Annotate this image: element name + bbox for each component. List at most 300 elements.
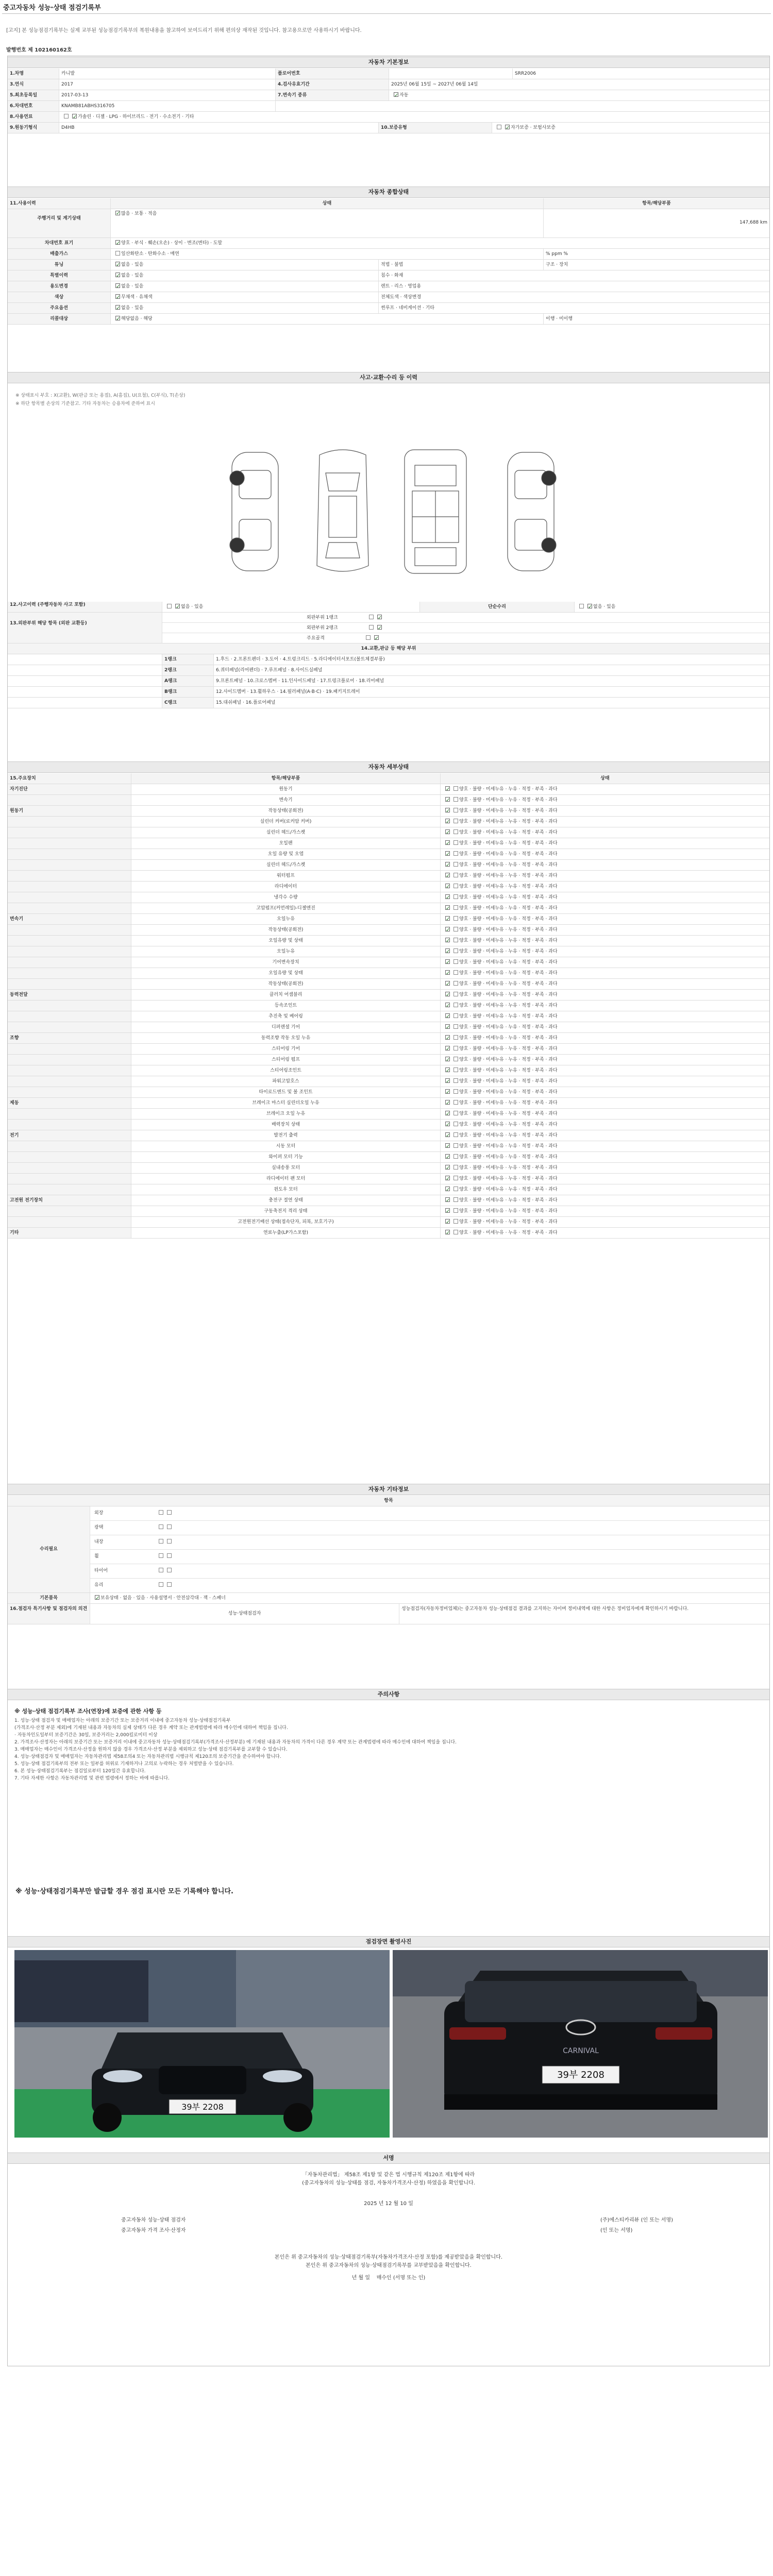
checkbox-icon[interactable] xyxy=(159,1568,163,1572)
status-options-text: 양호 · 불량 · 미세누유 · 누유 · 적정 · 부족 · 과다 xyxy=(459,1025,558,1030)
checkbox-icon[interactable] xyxy=(445,786,450,791)
status-options-text: 양호 · 불량 · 미세누유 · 누유 · 적정 · 부족 · 과다 xyxy=(459,960,558,965)
front-plate-text: 39부 2208 xyxy=(181,2102,224,2112)
detail-item-label: 오일 유량 및 오염 xyxy=(131,849,441,859)
inspector-line xyxy=(8,2215,769,2223)
label-use-change: 용도변경 xyxy=(8,281,111,292)
checkbox-icon[interactable] xyxy=(115,283,120,288)
section-general-state: 자동차 종합상태 xyxy=(8,187,769,198)
checkbox-icon[interactable] xyxy=(445,938,450,942)
detail-item-label: 와이퍼 모터 기능 xyxy=(131,1152,441,1162)
table-row xyxy=(8,1130,769,1141)
checkbox-icon[interactable] xyxy=(445,1154,450,1159)
status-options-text: 양호 · 불량 · 미세누유 · 누유 · 적정 · 부족 · 과다 xyxy=(459,873,558,878)
caution-notes xyxy=(14,1708,757,1782)
checkbox-icon[interactable] xyxy=(445,970,450,975)
agreement-date-line xyxy=(8,2273,769,2281)
checkbox-icon[interactable] xyxy=(445,927,450,931)
checkbox-icon[interactable] xyxy=(445,1100,450,1105)
checkbox-icon[interactable] xyxy=(445,1197,450,1202)
checkbox-icon[interactable] xyxy=(115,305,120,310)
checkbox-icon[interactable] xyxy=(453,916,458,921)
checkbox-icon[interactable] xyxy=(159,1524,163,1529)
value-recall xyxy=(111,314,544,324)
checkbox-icon[interactable] xyxy=(453,1154,458,1159)
detail-item-status xyxy=(441,914,769,924)
checkbox-icon[interactable] xyxy=(445,1089,450,1094)
status-options-text: 양호 · 불량 · 미세누유 · 누유 · 적정 · 부족 · 과다 xyxy=(459,1144,558,1149)
detail-item-label: 고전원전기배선 상태(접속단자, 피복, 보호기구) xyxy=(131,1217,441,1227)
checkbox-icon[interactable] xyxy=(453,840,458,845)
frame-rank-options: 1.후드 · 2.프론트펜더 · 3.도어 · 4.트렁크리드 · 5.라디에이터서포트(볼트체결부품) xyxy=(216,657,385,662)
basic-items-text: 보유상태 · 없음 · 있음 · 사용설명서 · 안전삼각대 · 잭 · 스패너 xyxy=(100,1596,226,1601)
checkbox-icon[interactable] xyxy=(453,948,458,953)
checkbox-icon[interactable] xyxy=(445,873,450,877)
checkbox-icon[interactable] xyxy=(445,851,450,856)
table-row xyxy=(8,838,769,849)
detail-item-label: 등속조인트 xyxy=(131,1001,441,1011)
col-parts: 항목/해당부품 xyxy=(544,198,769,209)
checkbox-icon[interactable] xyxy=(159,1539,163,1544)
signature-line-2: (중고자동차의 성능·상태를 점검, 자동차가격조사·산정) 하였음을 확인합니다. xyxy=(302,2180,475,2186)
checkbox-icon[interactable] xyxy=(115,294,120,299)
table-header-row xyxy=(8,1496,769,1506)
checkbox-icon[interactable] xyxy=(445,981,450,986)
warranty-text: 자가보증 · 보험사보증 xyxy=(511,125,556,130)
mileage-status-text: 많음 · 보통 · 적음 xyxy=(121,211,157,216)
general-state-table xyxy=(8,198,769,325)
repair-item-label: 외장 xyxy=(94,1511,104,1516)
checkbox-icon[interactable] xyxy=(445,959,450,964)
value-code: SRR2006 xyxy=(515,71,536,76)
panel-main-frame-label: 주요골격 xyxy=(307,636,325,641)
detail-item-status xyxy=(441,1206,769,1216)
use-change-text: 없음 · 있음 xyxy=(121,284,144,289)
checkbox-icon[interactable] xyxy=(115,251,120,256)
detail-group-label: 조향 xyxy=(8,1033,131,1043)
table-row xyxy=(8,925,769,936)
status-options-text: 양호 · 불량 · 미세누유 · 누유 · 적정 · 부족 · 과다 xyxy=(459,1036,558,1041)
checkbox-icon[interactable] xyxy=(453,981,458,986)
value-use-change-mid: 렌트 · 리스 · 영업용 xyxy=(381,284,422,289)
detail-item-status xyxy=(441,892,769,903)
checkbox-icon[interactable] xyxy=(366,635,371,640)
table-row xyxy=(8,1604,769,1624)
label-fuel: 8.사용연료 xyxy=(8,112,59,122)
detail-item-status xyxy=(441,1174,769,1184)
table-row xyxy=(8,946,769,957)
checkbox-icon[interactable] xyxy=(453,1078,458,1083)
empty-cell xyxy=(8,665,162,675)
detail-group-label xyxy=(8,849,131,859)
status-options-text: 양호 · 불량 · 미세누유 · 누유 · 적정 · 부족 · 과다 xyxy=(459,1090,558,1095)
status-options-text: 양호 · 불량 · 미세누유 · 누유 · 적정 · 부족 · 과다 xyxy=(459,884,558,889)
detail-item-status xyxy=(441,1044,769,1054)
other-info-table xyxy=(8,1496,769,1624)
checkbox-icon[interactable] xyxy=(115,240,120,245)
detail-group-label xyxy=(8,968,131,978)
label-opinion: 16.점검자 특기사항 및 점검자의 의견 xyxy=(8,1604,90,1624)
checkbox-icon[interactable] xyxy=(369,625,374,630)
checkbox-icon[interactable] xyxy=(453,1057,458,1061)
table-row xyxy=(8,687,769,698)
repair-item-label: 휠 xyxy=(94,1554,99,1559)
checkbox-icon[interactable] xyxy=(453,1197,458,1202)
checkbox-icon[interactable] xyxy=(445,797,450,802)
checkbox-icon[interactable] xyxy=(453,786,458,791)
checkbox-icon[interactable] xyxy=(72,114,77,118)
table-row xyxy=(8,1184,769,1195)
car-damage-diagram xyxy=(227,442,577,581)
detail-item-status xyxy=(441,838,769,849)
frame-title: 14.교환,판금 등 해당 부위 xyxy=(361,646,416,651)
detail-group-label xyxy=(8,1011,131,1022)
table-row xyxy=(8,123,769,133)
checkbox-icon[interactable] xyxy=(445,1067,450,1072)
detail-item-label: 변속기 xyxy=(131,795,441,805)
checkbox-icon[interactable] xyxy=(579,604,584,608)
status-options-text: 양호 · 불량 · 미세누유 · 누유 · 적정 · 부족 · 과다 xyxy=(459,1165,558,1171)
panel-rank-2-label: 외판부위 2랭크 xyxy=(307,625,338,631)
label-repair-needed: 수리필요 xyxy=(8,1506,90,1592)
checkbox-icon[interactable] xyxy=(453,970,458,975)
checkbox-icon[interactable] xyxy=(453,1013,458,1018)
status-options-text: 양호 · 불량 · 미세누유 · 누유 · 적정 · 부족 · 과다 xyxy=(459,1046,558,1052)
checkbox-icon[interactable] xyxy=(453,1024,458,1029)
frame-rank-options: 15.대쉬패널 · 16.플로어패널 xyxy=(216,700,276,705)
status-options-text: 양호 · 불량 · 미세누유 · 누유 · 적정 · 부족 · 과다 xyxy=(459,906,558,911)
checkbox-icon[interactable] xyxy=(445,1078,450,1083)
checkbox-icon[interactable] xyxy=(453,819,458,823)
checkbox-icon[interactable] xyxy=(64,114,69,118)
checkbox-icon[interactable] xyxy=(453,1089,458,1094)
detail-item-label: 작동상태(공회전) xyxy=(131,806,441,816)
checkbox-icon[interactable] xyxy=(453,1176,458,1180)
repair-item-row xyxy=(90,1550,769,1564)
checkbox-icon[interactable] xyxy=(445,948,450,953)
repair-item-label: 내장 xyxy=(94,1539,104,1545)
detail-group-label: 기타 xyxy=(8,1228,131,1238)
label-tuning: 튜닝 xyxy=(8,260,111,270)
exterior-panel-list xyxy=(162,613,769,643)
status-options-text: 양호 · 불량 · 미세누유 · 누유 · 적정 · 부족 · 과다 xyxy=(459,1219,558,1225)
table-row xyxy=(8,914,769,925)
detail-group-label xyxy=(8,1055,131,1065)
table-row xyxy=(8,1098,769,1109)
checkbox-icon[interactable] xyxy=(453,1219,458,1224)
detail-item-status xyxy=(441,871,769,881)
checkbox-icon[interactable] xyxy=(453,1132,458,1137)
checkbox-icon[interactable] xyxy=(453,1067,458,1072)
checkbox-icon[interactable] xyxy=(453,1003,458,1007)
detail-item-status xyxy=(441,957,769,968)
rear-car-photo xyxy=(393,1950,768,2138)
table-row xyxy=(8,238,769,249)
checkbox-icon[interactable] xyxy=(453,851,458,856)
checkbox-icon[interactable] xyxy=(445,992,450,996)
checkbox-icon[interactable] xyxy=(445,819,450,823)
options-text: 없음 · 있음 xyxy=(121,306,144,311)
table-row xyxy=(8,860,769,871)
status-options-text: 양호 · 불량 · 미세누유 · 누유 · 적정 · 부족 · 과다 xyxy=(459,830,558,835)
detail-item-status xyxy=(441,1055,769,1065)
checkbox-icon[interactable] xyxy=(394,92,398,97)
checkbox-icon[interactable] xyxy=(453,959,458,964)
checkbox-icon[interactable] xyxy=(445,862,450,867)
panel-rank-1-label: 외판부위 1랭크 xyxy=(307,615,338,620)
label-warranty: 10.보증유형 xyxy=(379,123,492,133)
detail-item-label: 연료누출(LP가스포함) xyxy=(131,1228,441,1238)
checkbox-icon[interactable] xyxy=(445,884,450,888)
table-row xyxy=(8,249,769,260)
checkbox-icon[interactable] xyxy=(167,1510,172,1515)
checkbox-icon[interactable] xyxy=(445,1230,450,1234)
section-detail-state: 자동차 세부상태 xyxy=(8,761,769,773)
detail-item-status xyxy=(441,784,769,794)
document-number: 발행번호 제 102160162호 xyxy=(6,47,72,53)
col-status: 상태 xyxy=(441,773,769,784)
caution-line: 7. 기타 자세한 사항은 자동차관리법 및 관련 법령에서 정하는 바에 따릅니다. xyxy=(14,1776,170,1781)
detail-item-status xyxy=(441,827,769,838)
checkbox-icon[interactable] xyxy=(377,625,382,630)
table-row xyxy=(8,1217,769,1228)
checkbox-icon[interactable] xyxy=(377,615,382,619)
checkbox-icon[interactable] xyxy=(453,884,458,888)
label-mileage: 주행거리 및 계기상태 xyxy=(8,209,111,238)
table-row xyxy=(8,1174,769,1184)
checkbox-icon[interactable] xyxy=(453,1035,458,1040)
checkbox-icon[interactable] xyxy=(453,1230,458,1234)
detail-item-status xyxy=(441,1011,769,1022)
value-first-reg: 2017-03-13 xyxy=(59,90,276,100)
detail-item-label: 클러치 어셈블리 xyxy=(131,990,441,1000)
checkbox-icon[interactable] xyxy=(453,938,458,942)
checkbox-icon[interactable] xyxy=(445,894,450,899)
label-engine: 9.원동기형식 xyxy=(8,123,59,133)
table-row xyxy=(8,1001,769,1011)
detail-group-label xyxy=(8,1001,131,1011)
checkbox-icon[interactable] xyxy=(115,273,120,277)
detail-group-label xyxy=(8,936,131,946)
table-row xyxy=(8,1033,769,1044)
table-row xyxy=(8,1152,769,1163)
checkbox-icon[interactable] xyxy=(453,992,458,996)
checkbox-icon[interactable] xyxy=(115,211,120,215)
checkbox-icon[interactable] xyxy=(453,927,458,931)
caution-line: 1. 성능·상태 점검자 및 매매업자는 아래의 보증기간 또는 보증거리 이내에 중고자동차 성능·상태점검기록부 xyxy=(14,1718,231,1723)
detail-group-label xyxy=(8,925,131,935)
rear-model-text: CARNIVAL xyxy=(563,2047,599,2055)
checkbox-icon[interactable] xyxy=(167,1582,172,1587)
checkbox-icon[interactable] xyxy=(453,1100,458,1105)
checkbox-icon[interactable] xyxy=(445,916,450,921)
status-options-text: 양호 · 불량 · 미세누유 · 누유 · 적정 · 부족 · 과다 xyxy=(459,1100,558,1106)
table-row xyxy=(8,1065,769,1076)
checkbox-icon[interactable] xyxy=(505,125,510,129)
checkbox-icon[interactable] xyxy=(445,1046,450,1050)
table-row xyxy=(8,784,769,795)
checkbox-icon[interactable] xyxy=(445,1176,450,1180)
checkbox-icon[interactable] xyxy=(453,1111,458,1115)
checkbox-icon[interactable] xyxy=(453,1208,458,1213)
basic-info-table xyxy=(8,69,769,133)
checkbox-icon[interactable] xyxy=(159,1582,163,1587)
table-row xyxy=(8,1195,769,1206)
checkbox-icon[interactable] xyxy=(445,840,450,845)
detail-group-label xyxy=(8,1174,131,1184)
color-text: 무채색 · 유채색 xyxy=(121,295,153,300)
detail-item-label: 작동상태(공회전) xyxy=(131,979,441,989)
detail-item-label: 배력장치 상태 xyxy=(131,1120,441,1130)
status-options-text: 양호 · 불량 · 미세누유 · 누유 · 적정 · 부족 · 과다 xyxy=(459,1068,558,1073)
checkbox-icon[interactable] xyxy=(453,1143,458,1148)
checkbox-icon[interactable] xyxy=(453,873,458,877)
checkbox-icon[interactable] xyxy=(445,1219,450,1224)
value-mileage: 147,688 km xyxy=(739,220,767,225)
label-vin-mark: 차대번호 표기 xyxy=(8,238,111,248)
table-row xyxy=(8,849,769,860)
caution-title: ※ 성능·상태 점검기록부 조사(연장)에 보증에 관한 사항 등 xyxy=(14,1708,162,1715)
detail-item-label: 작동상태(공회전) xyxy=(131,925,441,935)
checkbox-icon[interactable] xyxy=(445,808,450,812)
detail-item-status xyxy=(441,1109,769,1119)
panel-rank-2 xyxy=(162,623,769,633)
checkbox-icon[interactable] xyxy=(453,1046,458,1050)
checkbox-icon[interactable] xyxy=(167,1524,172,1529)
status-options-text: 양호 · 불량 · 미세누유 · 누유 · 적정 · 부족 · 과다 xyxy=(459,808,558,814)
inspector-label: 중고자동차 성능·상태 점검자 xyxy=(121,2217,186,2223)
car-side-left-icon xyxy=(230,452,278,571)
checkbox-icon[interactable] xyxy=(167,604,172,608)
detail-item-label: 윈도우 모터 xyxy=(131,1184,441,1195)
checkbox-icon[interactable] xyxy=(167,1539,172,1544)
frame-rank-options: 6.쿼터패널(리어펜더) · 7.루프패널 · 8.사이드실패널 xyxy=(216,668,323,673)
car-frame-icon xyxy=(405,450,466,573)
checkbox-icon[interactable] xyxy=(167,1568,172,1572)
checkbox-icon[interactable] xyxy=(445,1165,450,1170)
value-car-name: 카니발 xyxy=(59,69,276,79)
frame-rank-label: C랭크 xyxy=(162,698,214,708)
checkbox-icon[interactable] xyxy=(445,905,450,910)
checkbox-icon[interactable] xyxy=(445,1187,450,1191)
status-options-text: 양호 · 불량 · 미세누유 · 누유 · 적정 · 부족 · 과다 xyxy=(459,1230,558,1235)
checkbox-icon[interactable] xyxy=(453,1122,458,1126)
checkbox-icon[interactable] xyxy=(374,635,379,640)
notice-text: [고지] 본 성능점검기록부는 실제 교부된 성능점검기록부의 복원내용을 참고하여 보여드리기 위해 편의상 재작된 것입니다. 참고용으로만 사용하시기 바랍니다. xyxy=(6,28,362,33)
checkbox-icon[interactable] xyxy=(497,125,501,129)
detail-item-label: 오일유량 및 상태 xyxy=(131,936,441,946)
label-plate: 플로어번호 xyxy=(276,69,389,79)
checkbox-icon[interactable] xyxy=(445,829,450,834)
table-row xyxy=(8,69,769,79)
checkbox-icon[interactable] xyxy=(453,797,458,802)
checkbox-icon[interactable] xyxy=(453,905,458,910)
table-row xyxy=(8,1011,769,1022)
checkbox-icon[interactable] xyxy=(453,862,458,867)
checkbox-icon[interactable] xyxy=(445,1143,450,1148)
value-emission-units: % ppm % xyxy=(546,251,568,257)
repair-item-label: 유리 xyxy=(94,1583,104,1588)
table-header-row xyxy=(8,198,769,209)
label-first-reg: 5.최초등록일 xyxy=(8,90,59,100)
checkbox-icon[interactable] xyxy=(587,604,592,608)
checkbox-icon[interactable] xyxy=(453,1165,458,1170)
status-options-text: 양호 · 불량 · 미세누유 · 누유 · 적정 · 부족 · 과다 xyxy=(459,1003,558,1008)
inspector-value: (주)에스티카리뷰 (인 또는 서명) xyxy=(600,2217,674,2223)
detail-item-label: 구동축전지 격리 상태 xyxy=(131,1206,441,1216)
checkbox-icon[interactable] xyxy=(159,1510,163,1515)
detail-group-label: 동력전달 xyxy=(8,990,131,1000)
checkbox-icon[interactable] xyxy=(453,808,458,812)
detail-item-label: 충전구 절연 상태 xyxy=(131,1195,441,1206)
transmission-text: 자동 xyxy=(399,93,409,98)
detail-item-status xyxy=(441,1033,769,1043)
checkbox-icon[interactable] xyxy=(445,1013,450,1018)
detail-group-label: 원동기 xyxy=(8,806,131,816)
value-tuning-right: 구조 · 장치 xyxy=(546,262,568,267)
checkbox-icon[interactable] xyxy=(453,894,458,899)
agreement-line-2: 본인은 위 중고자동차의 성능·상태점검기록부를 교부받았음을 확인합니다. xyxy=(306,2263,472,2268)
detail-item-status xyxy=(441,1195,769,1206)
checkbox-icon[interactable] xyxy=(453,829,458,834)
checkbox-icon[interactable] xyxy=(159,1553,163,1558)
car-top-icon xyxy=(317,450,368,571)
status-options-text: 양호 · 불량 · 미세누유 · 누유 · 적정 · 부족 · 과다 xyxy=(459,1122,558,1127)
detail-item-status xyxy=(441,1163,769,1173)
special-history-text: 없음 · 있음 xyxy=(121,273,144,278)
checkbox-icon[interactable] xyxy=(445,1111,450,1115)
detail-item-status xyxy=(441,979,769,989)
detail-group-label xyxy=(8,795,131,805)
checkbox-icon[interactable] xyxy=(445,1035,450,1040)
car-side-right-icon xyxy=(508,452,556,571)
repair-item-row xyxy=(90,1579,769,1592)
label-color: 색상 xyxy=(8,292,111,302)
checkbox-icon[interactable] xyxy=(445,1132,450,1137)
checkbox-icon[interactable] xyxy=(445,1122,450,1126)
status-options-text: 양호 · 불량 · 미세누유 · 누유 · 적정 · 부족 · 과다 xyxy=(459,971,558,976)
value-warranty xyxy=(492,123,769,133)
checkbox-icon[interactable] xyxy=(445,1057,450,1061)
panel-main-frame xyxy=(162,633,769,643)
detail-item-label: 추진축 및 베어링 xyxy=(131,1011,441,1022)
label-basic-items: 기본품목 xyxy=(8,1593,90,1603)
table-row xyxy=(8,957,769,968)
checkbox-icon[interactable] xyxy=(369,615,374,619)
emission-text: 일산화탄소 · 탄화수소 · 매연 xyxy=(121,251,179,257)
value-engine: D4HB xyxy=(59,123,379,133)
checkbox-icon[interactable] xyxy=(115,316,120,320)
fuel-text: 가솔린 · 디젤 · LPG · 하이브리드 · 전기 · 수소전기 · 기타 xyxy=(78,114,194,120)
checkbox-icon[interactable] xyxy=(445,1003,450,1007)
checkbox-icon[interactable] xyxy=(115,262,120,266)
checkbox-icon[interactable] xyxy=(445,1024,450,1029)
table-row xyxy=(8,292,769,303)
detail-item-status xyxy=(441,1152,769,1162)
status-options-text: 양호 · 불량 · 미세누유 · 누유 · 적정 · 부족 · 과다 xyxy=(459,927,558,933)
checkbox-icon[interactable] xyxy=(95,1595,99,1600)
pricer-label: 중고자동차 가격 조사·산정자 xyxy=(121,2228,186,2233)
detail-group-label xyxy=(8,1109,131,1119)
checkbox-icon[interactable] xyxy=(175,604,180,608)
checkbox-icon[interactable] xyxy=(445,1208,450,1213)
table-row xyxy=(8,979,769,990)
detail-group-label xyxy=(8,860,131,870)
detail-group-label xyxy=(8,957,131,968)
checkbox-icon[interactable] xyxy=(167,1553,172,1558)
checkbox-icon[interactable] xyxy=(453,1187,458,1191)
detail-group-label xyxy=(8,1163,131,1173)
